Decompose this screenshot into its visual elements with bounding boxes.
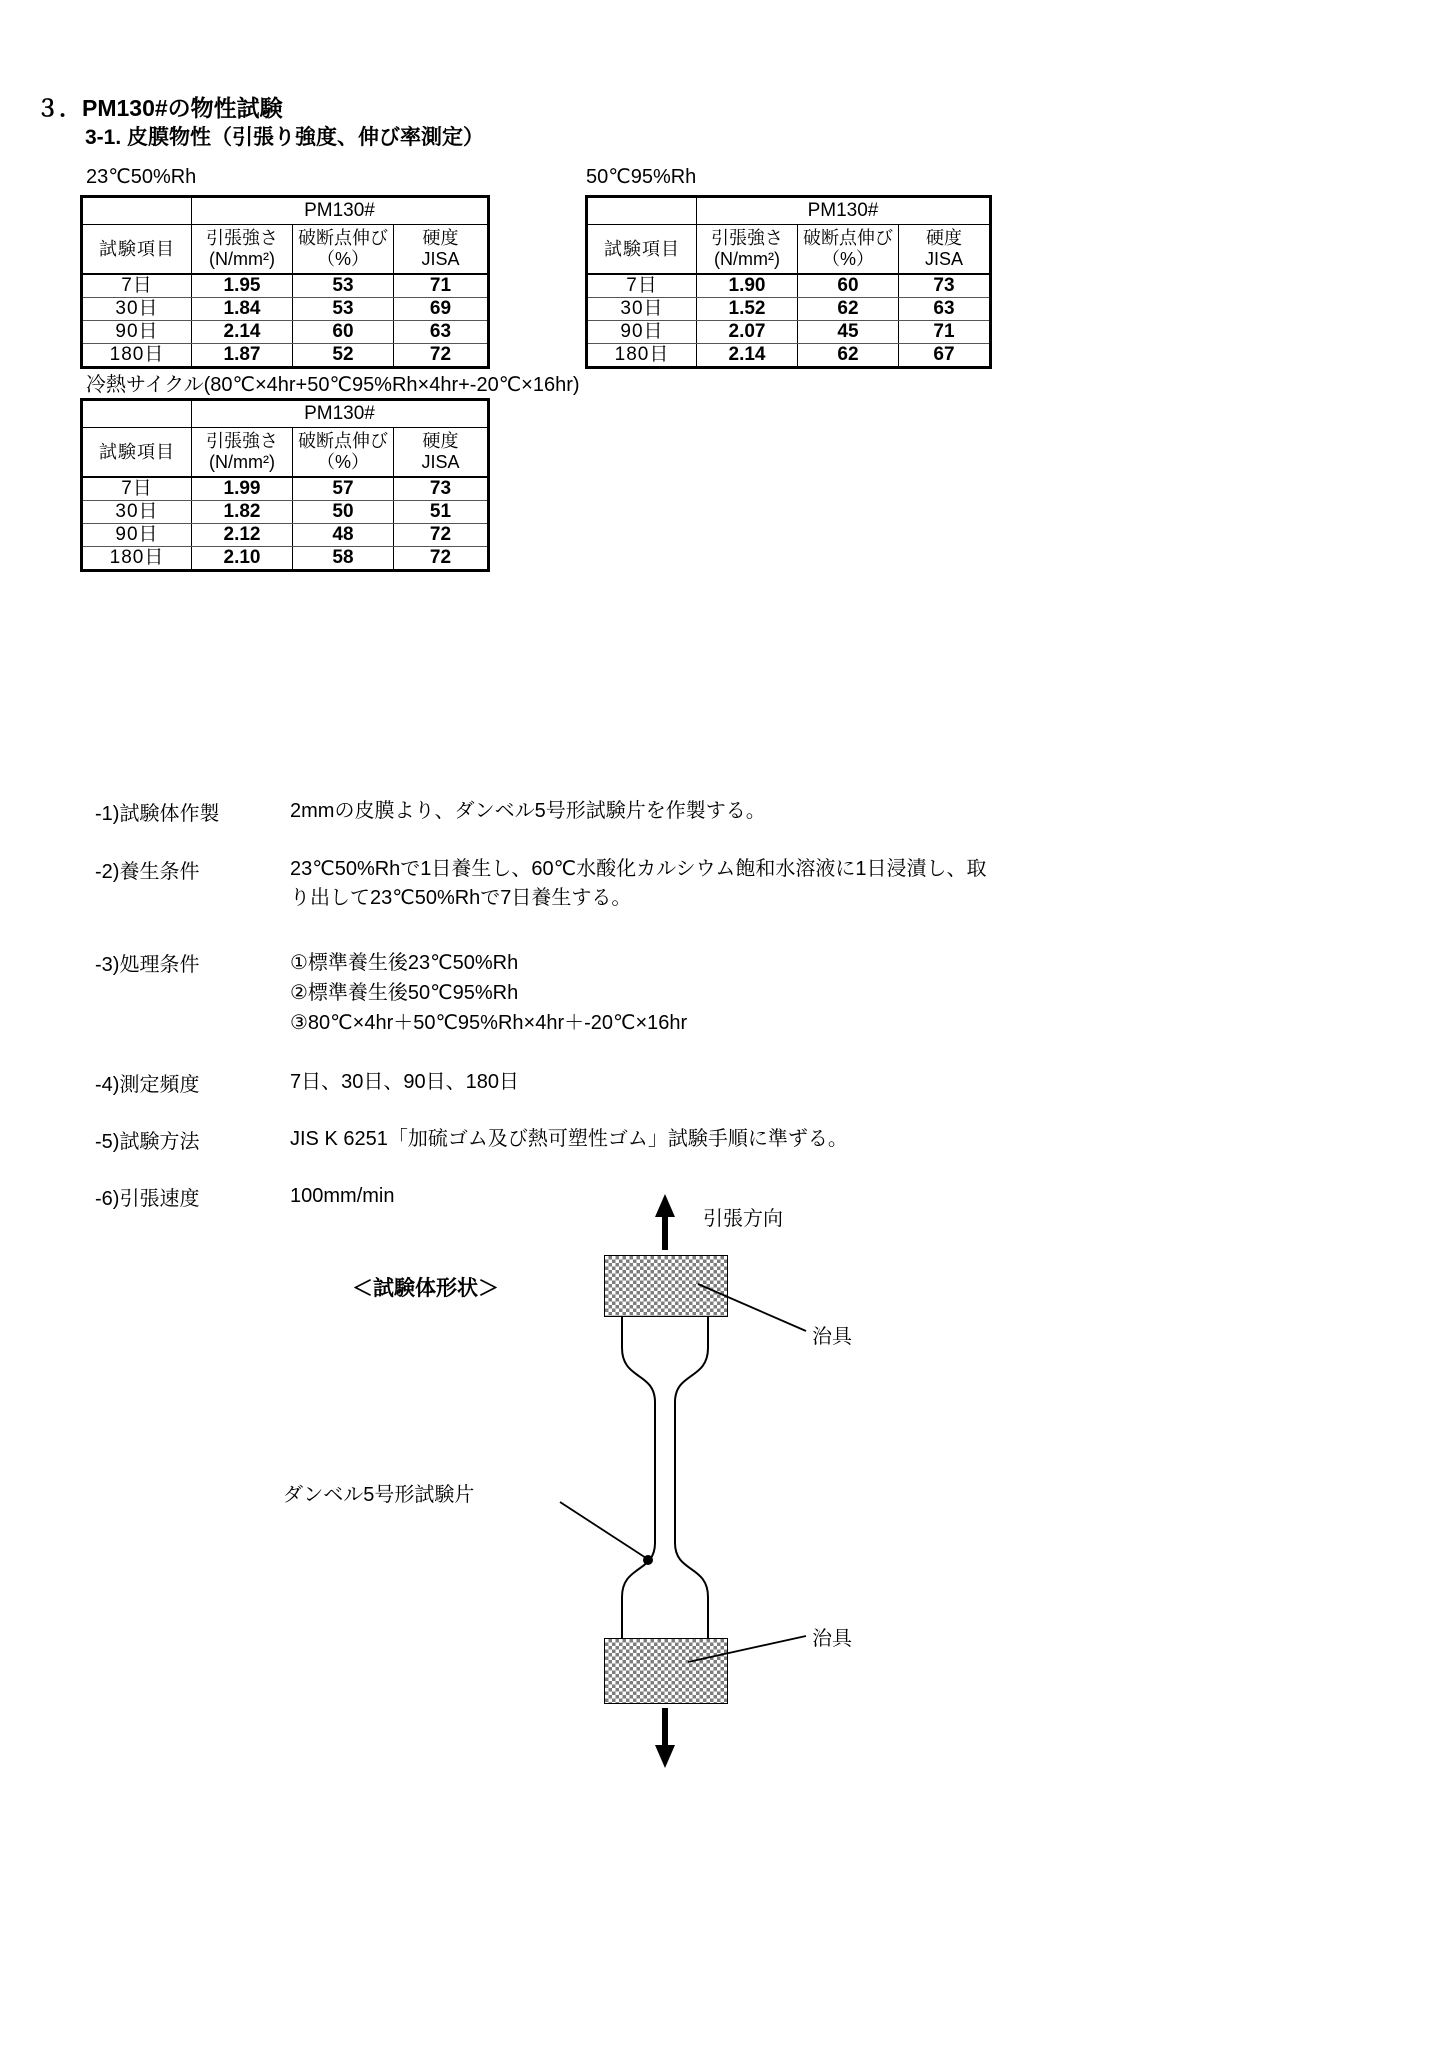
page-title: ３．PM130#の物性試験 [36,95,283,121]
note-desc-2: 23℃50%Rhで1日養生し、60℃水酸化カルシウム飽和水溶液に1日浸漬し、取り出して23℃50%Rhで7日養生する。 [290,858,987,909]
jig-bottom [604,1638,728,1704]
cell-tensile: 2.07 [697,321,798,344]
table2-caption: 50℃95%Rh [586,166,697,188]
row-item: 7日 [587,274,697,298]
cell-hardness: 73 [899,274,991,298]
cell-elongation: 52 [293,344,394,368]
arrow-up-icon [655,1194,675,1250]
cell-tensile: 1.99 [192,477,293,501]
jig-label-bottom: 治具 [812,1628,852,1650]
corner-cell [587,197,697,225]
cell-elongation: 60 [293,321,394,344]
cell-hardness: 71 [899,321,991,344]
cell-tensile: 1.87 [192,344,293,368]
table-row [587,298,991,321]
cell-tensile: 1.95 [192,274,293,298]
cell-tensile: 2.14 [192,321,293,344]
col-header-item: 試験項目 [82,225,192,275]
row-item: 180日 [587,344,697,368]
corner-cell [82,400,192,428]
table-row [82,501,489,524]
product-header: PM130# [192,400,489,428]
corner-cell [82,197,192,225]
arrow-down-icon [655,1708,675,1768]
col-header-hardness: 硬度 JISA [394,225,489,275]
row-item: 90日 [587,321,697,344]
cell-elongation: 57 [293,477,394,501]
row-item: 180日 [82,344,192,368]
table-row [82,298,489,321]
cell-elongation: 53 [293,298,394,321]
col-header-item: 試験項目 [82,428,192,478]
note-label-3: -3)処理条件 [95,954,200,976]
note-desc-6: 100mm/min [290,1185,395,1207]
row-item: 90日 [82,321,192,344]
direction-label: 引張方向 [703,1208,783,1230]
cell-elongation: 53 [293,274,394,298]
col-header-tensile: 引張強さ (N/mm²) [192,225,293,275]
pointer-line-specimen [560,1502,646,1558]
note-label-2: -2)養生条件 [95,861,200,883]
table-row [82,344,489,368]
row-item: 30日 [82,298,192,321]
cell-hardness: 67 [899,344,991,368]
property-table-thermal-cycle [80,398,490,572]
col-header-elongation: 破断点伸び （%） [798,225,899,275]
col-header-tensile: 引張強さ (N/mm²) [697,225,798,275]
cell-hardness: 73 [394,477,489,501]
note-label-6: -6)引張速度 [95,1188,200,1210]
property-table-50c95rh [585,195,992,369]
cell-tensile: 2.14 [697,344,798,368]
table-row [587,274,991,298]
note-label-5: -5)試験方法 [95,1131,200,1153]
cell-hardness: 72 [394,524,489,547]
cell-tensile: 2.12 [192,524,293,547]
treatment-condition-2: ②標準養生後50℃95%Rh [290,982,519,1004]
cell-hardness: 69 [394,298,489,321]
product-header: PM130# [192,197,489,225]
cell-hardness: 63 [899,298,991,321]
col-header-item: 試験項目 [587,225,697,275]
col-header-tensile: 引張強さ (N/mm²) [192,428,293,478]
note-label-4: -4)測定頻度 [95,1074,200,1096]
note-label-1: -1)試験体作製 [95,803,220,825]
col-header-hardness: 硬度 JISA [394,428,489,478]
table-row [82,524,489,547]
table-row [82,274,489,298]
cell-elongation: 50 [293,501,394,524]
page-subtitle: 3-1. 皮膜物性（引張り強度、伸び率測定） [85,126,485,149]
table-row [82,477,489,501]
note-desc-3 [290,948,687,1038]
specimen-shape-heading: ＜試験体形状＞ [352,1277,499,1300]
cell-tensile: 1.82 [192,501,293,524]
specimen-label: ダンベル5号形試験片 [283,1484,475,1506]
note-desc-1: 2mmの皮膜より、ダンベル5号形試験片を作製する。 [290,800,766,822]
note-desc-4: 7日、30日、90日、180日 [290,1071,519,1093]
table1-caption: 23℃50%Rh [86,166,197,188]
cell-elongation: 60 [798,274,899,298]
cell-tensile: 1.90 [697,274,798,298]
table-row [82,321,489,344]
row-item: 7日 [82,274,192,298]
jig-top [604,1255,728,1317]
cell-hardness: 51 [394,501,489,524]
note-desc-5: JIS K 6251「加硫ゴム及び熱可塑性ゴム」試験手順に準ずる。 [290,1128,848,1150]
treatment-condition-3: ③80℃×4hr＋50℃95%Rh×4hr＋-20℃×16hr [290,1012,688,1034]
row-item: 30日 [587,298,697,321]
col-header-hardness: 硬度 JISA [899,225,991,275]
table-row [587,321,991,344]
pointer-dot [643,1555,653,1565]
property-table-23c50rh [80,195,490,369]
cell-hardness: 63 [394,321,489,344]
product-header: PM130# [697,197,991,225]
cell-elongation: 62 [798,344,899,368]
jig-label-top: 治具 [812,1326,852,1348]
cell-tensile: 2.10 [192,547,293,571]
cell-tensile: 1.84 [192,298,293,321]
col-header-elongation: 破断点伸び （%） [293,428,394,478]
cell-hardness: 72 [394,344,489,368]
cell-elongation: 58 [293,547,394,571]
table-row [82,547,489,571]
cell-elongation: 45 [798,321,899,344]
table-row [587,344,991,368]
treatment-condition-1: ①標準養生後23℃50%Rh [290,952,519,974]
cell-elongation: 62 [798,298,899,321]
row-item: 7日 [82,477,192,501]
cell-hardness: 72 [394,547,489,571]
cell-elongation: 48 [293,524,394,547]
cell-hardness: 71 [394,274,489,298]
col-header-elongation: 破断点伸び （%） [293,225,394,275]
row-item: 30日 [82,501,192,524]
row-item: 180日 [82,547,192,571]
table3-caption: 冷熱サイクル(80℃×4hr+50℃95%Rh×4hr+-20℃×16hr) [86,374,580,396]
cell-tensile: 1.52 [697,298,798,321]
row-item: 90日 [82,524,192,547]
